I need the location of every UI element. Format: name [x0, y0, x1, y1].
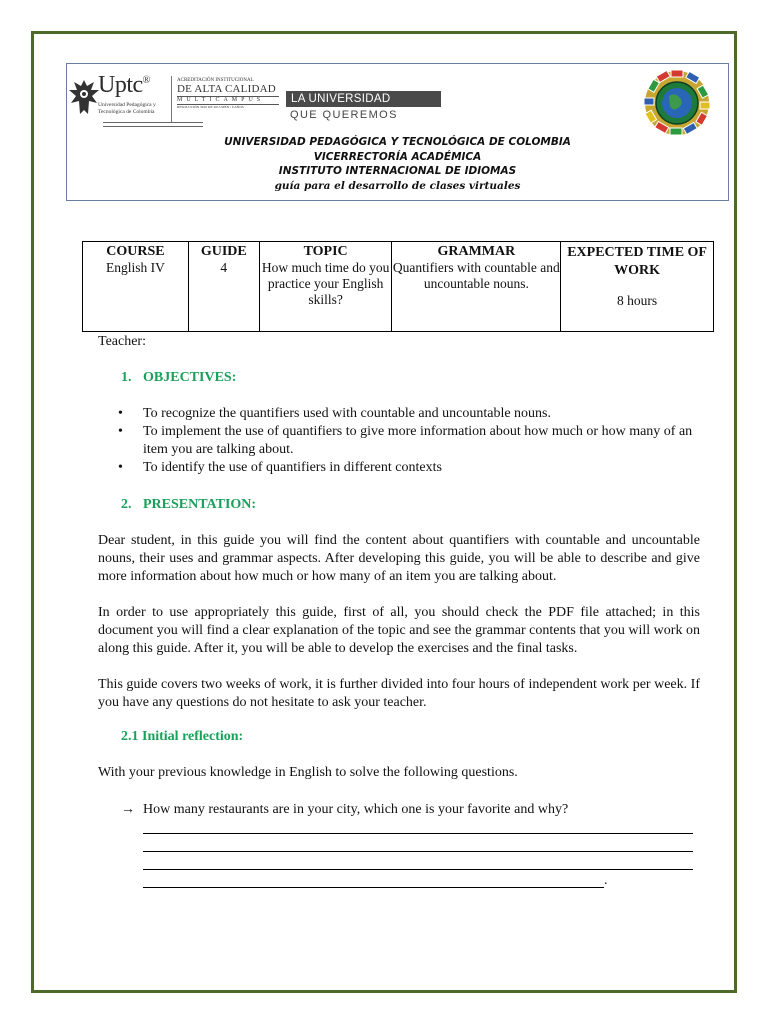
topic-cell	[259, 242, 392, 332]
course-header: COURSE	[106, 244, 165, 259]
accreditation-line3: MULTICAMPUS	[177, 96, 279, 105]
paragraph: In order to use appropriately this guide, first of all, you should check the PDF file attached; in this document you will find a clear explanation of the topic and see the grammar contents that you will work on along this guide. After it, you will be able to develop the exercises and the final tasks.	[98, 605, 700, 656]
guide-cell	[188, 242, 259, 332]
accreditation-block	[177, 78, 279, 110]
answer-line[interactable]	[143, 887, 604, 888]
guide-header: GUIDE	[200, 244, 247, 259]
logo-bottom-rule	[103, 122, 203, 127]
list-item: • To recognize the quantifiers used with countable and uncountable nouns.	[118, 405, 708, 423]
uptc-eagle-seal-icon	[67, 76, 101, 120]
question-text: How many restaurants are in your city, which one is your favorite and why?	[143, 802, 569, 817]
teacher-label: Teacher:	[98, 334, 146, 349]
document-header	[66, 63, 729, 201]
time-header: EXPECTED TIME OF WORK	[567, 245, 707, 278]
guide-value: 4	[220, 260, 228, 275]
course-cell	[83, 242, 189, 332]
course-info-table	[82, 241, 714, 332]
section-heading-reflection: 2.1 Initial reflection:	[121, 729, 244, 744]
institute-globe-logo-icon	[642, 68, 712, 138]
reflection-intro: With your previous knowledge in English to solve the following questions.	[98, 765, 518, 780]
section-title: OBJECTIVES:	[143, 370, 237, 385]
grammar-value: Quantifiers with countable and uncountable nouns.	[392, 260, 560, 291]
arrow-right-icon: →	[121, 802, 135, 817]
header-titles	[67, 135, 728, 193]
slogan-line2: QUE QUEREMOS	[290, 109, 398, 121]
answer-line[interactable]	[143, 869, 693, 870]
section-title: PRESENTATION:	[143, 497, 257, 512]
question-item	[121, 802, 568, 818]
objectives-list	[118, 405, 708, 477]
header-line-vicerrectoria: VICERRECTORÍA ACADÉMICA	[313, 150, 482, 163]
paragraph: Dear student, in this guide you will find the content about quantifiers with countable and uncountable nouns, their uses and grammar aspects. After developing this guide, you will be able to describe and give more information about how much or how many of an item you are talking about.	[98, 533, 700, 584]
header-line-guide: guía para el desarrollo de clases virtuales	[274, 179, 521, 192]
logo-divider	[171, 76, 172, 122]
topic-value: How much time do you practice your English skills?	[261, 260, 390, 307]
time-value: 8 hours	[617, 293, 658, 308]
uptc-logo-subtitle: Universidad Pedagógica y Tecnológica de Colombia	[98, 102, 156, 115]
section-number: 2.	[121, 497, 132, 512]
slogan-line1: LA UNIVERSIDAD	[286, 91, 441, 107]
header-line-university: UNIVERSIDAD PEDAGÓGICA Y TECNOLÓGICA DE COLOMBIA	[224, 136, 571, 148]
answer-line[interactable]	[143, 851, 693, 852]
accreditation-line4: RESOLUCIÓN 3910 DE 2015 MEN / 6 AÑOS	[177, 105, 244, 109]
accreditation-line2: DE ALTA CALIDAD	[177, 83, 276, 95]
section-heading-presentation	[121, 497, 256, 513]
list-item: • To implement the use of quantifiers to give more information about how much or how many of an item you are talking about.	[118, 423, 708, 459]
section-heading-objectives	[121, 370, 236, 386]
course-value: English IV	[105, 260, 165, 275]
header-line-institute: INSTITUTO INTERNACIONAL DE IDIOMAS	[278, 165, 517, 177]
grammar-cell	[392, 242, 561, 332]
paragraph: This guide covers two weeks of work, it is further divided into four hours of independent work per week. If you have any questions do not hesitate to ask your teacher.	[98, 677, 700, 710]
grammar-header: GRAMMAR	[437, 244, 516, 259]
uptc-logo-text: Uptc®	[98, 72, 150, 98]
accreditation-line1: ACREDITACIÓN INSTITUCIONAL	[177, 78, 254, 83]
topic-header: TOPIC	[303, 244, 348, 259]
list-item: • To identify the use of quantifiers in different contexts	[118, 459, 708, 477]
section-number: 1.	[121, 370, 132, 385]
time-cell	[561, 242, 714, 332]
answer-line[interactable]	[143, 833, 693, 834]
answer-period: .	[604, 873, 608, 888]
